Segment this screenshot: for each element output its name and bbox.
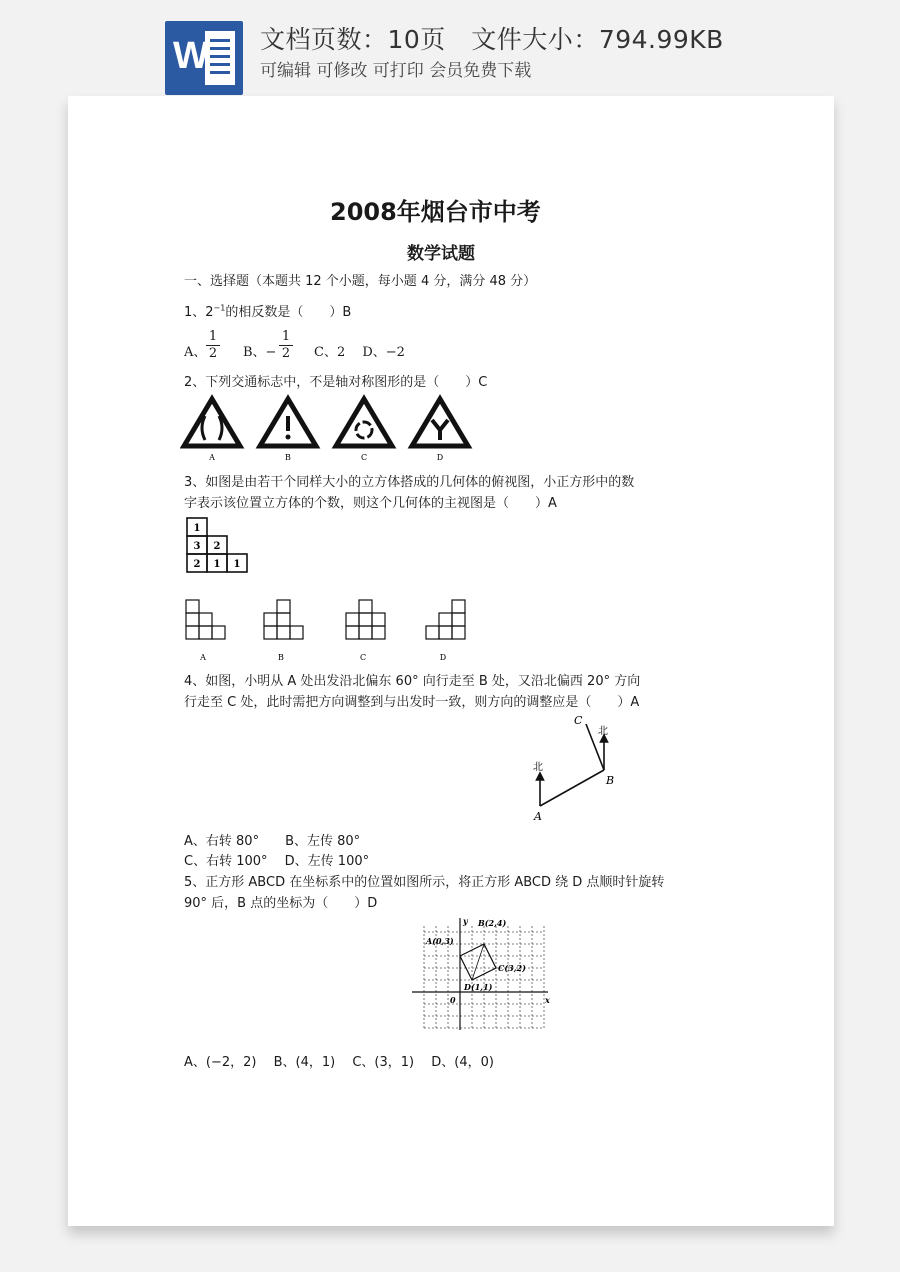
front-view-label-d: D [439,653,447,662]
fraction-b-denominator: 2 [279,345,293,362]
document-title: 2008年烟台市中考 [330,198,541,226]
coordinate-figure [408,914,553,1038]
question-3-line-2: 字表示该位置立方体的个数，则这个几何体的主视图是（ ）A [184,496,557,511]
front-view-label-a: A [200,653,206,662]
direction-figure [524,710,624,828]
point-a-label: A [534,810,542,823]
word-document-icon [165,21,243,95]
question-3-line-1: 3、如图是由若干个同样大小的立方体搭成的几何体的俯视图，小正方形中的数 [184,475,635,490]
front-view-options-figure [180,596,480,666]
document-info: 文档页数：10页 文件大小：794.99KB [260,25,724,54]
document-subtitle: 数学试题 [407,244,475,264]
grid-cell: 3 [193,541,201,552]
sign-label-c: C [360,453,368,462]
front-view-c [346,600,385,639]
fraction-b-numerator: 1 [281,329,291,344]
question-4-line-2: 行走至 C 处，此时需把方向调整到与出发时一致，则方向的调整应是（ ）A [184,695,640,710]
north-label-a: 北 [533,762,543,773]
question-1-exponent: −1 [213,303,226,313]
north-label-b: 北 [598,726,608,737]
question-1-options-cd: C、2 D、−2 [314,345,405,360]
document-page [68,96,834,1226]
question-1 [184,301,351,320]
question-1-option-a: A、 [184,345,207,360]
fraction-a [206,329,220,362]
traffic-sign-b [260,399,316,446]
fraction-a-denominator: 2 [206,345,220,362]
question-1-option-b: B、− [243,345,277,360]
question-5-line-1: 5、正方形 ABCD 在坐标系中的位置如图所示，将正方形 ABCD 绕 D 点顺时针旋转 [184,875,665,890]
point-b-label: B [606,774,615,787]
front-view-label-c: C [359,653,367,662]
top-view-grid [186,517,250,575]
question-1-prefix: 1、2 [184,305,214,320]
front-view-a [186,600,225,639]
grid-cell: 2 [193,559,201,570]
question-4-line-1: 4、如图，小明从 A 处出发沿北偏东 60° 向行走至 B 处，又沿北偏西 20° 方向 [184,674,641,689]
front-view-d [426,600,465,639]
question-1-text: 的相反数是（ ）B [225,305,352,320]
sign-label-b: B [285,453,291,462]
grid-cell: 1 [193,523,201,534]
front-view-label-b: B [278,653,284,662]
question-5-line-2: 90° 后，B 点的坐标为（ ）D [184,896,378,911]
question-2: 2、下列交通标志中，不是轴对称图形的是（ ）C [184,375,488,390]
grid-cell: 1 [233,559,241,570]
origin-label: 0 [450,995,456,1005]
traffic-signs-figure [180,394,480,464]
sign-label-d: D [436,453,444,462]
question-4-options-ab: A、右转 80° B、左传 80° [184,834,361,849]
point-b-coord: B(2,4) [478,918,507,928]
point-d-coord: D(1,1) [464,982,493,992]
sign-label-a: A [209,453,215,462]
document-features: 可编辑 可修改 可打印 会员免费下载 [260,61,532,81]
download-header [0,0,900,96]
point-a-coord: A(0,3) [426,936,454,946]
grid-cell: 1 [213,559,221,570]
fraction-a-numerator: 1 [208,329,218,344]
traffic-sign-c [336,399,392,446]
question-4-options-cd: C、右转 100° D、左传 100° [184,854,370,869]
grid-cell: 2 [213,541,221,552]
point-c-label: C [574,714,583,727]
traffic-sign-a [184,399,240,446]
section-heading: 一、选择题（本题共 12 个小题，每小题 4 分，满分 48 分） [184,274,537,289]
word-icon-letter: W [173,35,209,77]
point-c-coord: C(3,2) [498,963,526,973]
front-view-b [264,600,303,639]
x-axis-label: x [545,995,550,1005]
traffic-sign-d [412,399,468,446]
question-5-options: A、(−2，2) B、(4，1) C、(3，1) D、(4，0) [184,1055,494,1070]
y-axis-label: y [463,916,468,926]
fraction-b [279,329,293,362]
